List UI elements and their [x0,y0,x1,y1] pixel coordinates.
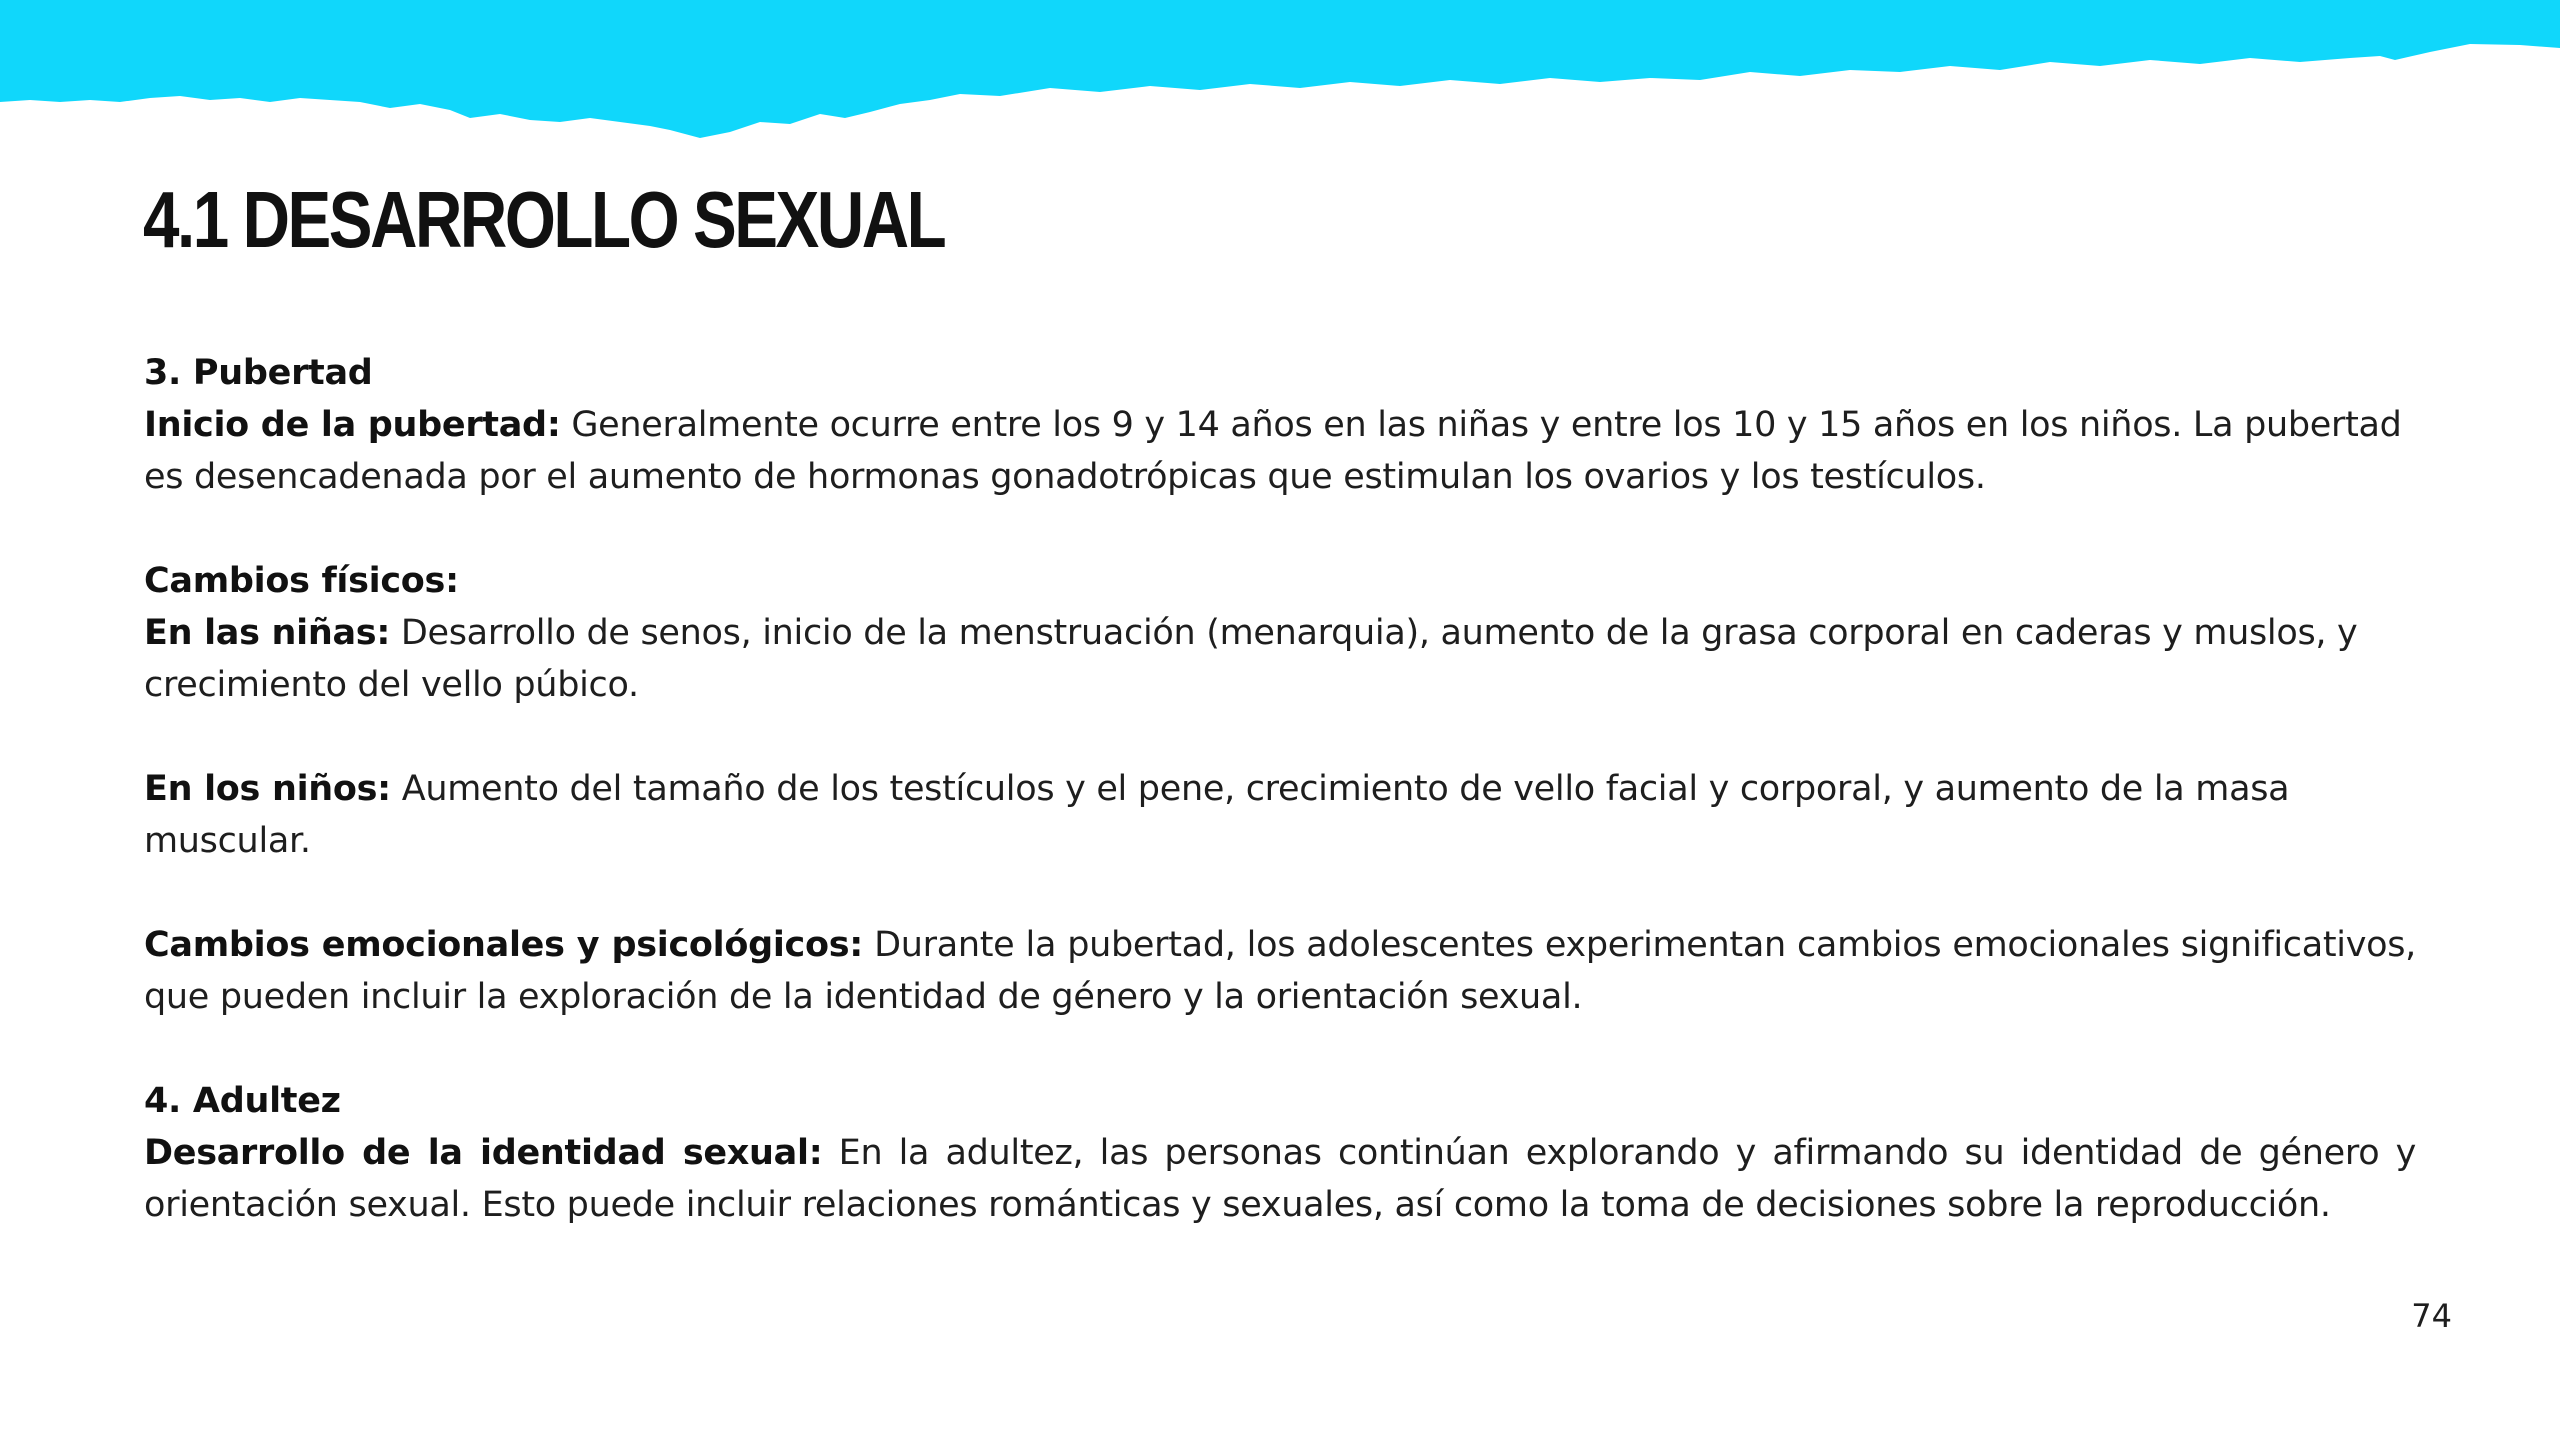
paragraph-ninos [144,763,2416,867]
inicio-text: Generalmente ocurre entre los 9 y 14 años en las niñas y entre los 10 y 15 años en los niños. La pubertad es desencadenada por el aumento de hormonas gonadotrópicas que estimulan los ovarios y los testículos. [144,405,2402,497]
ninos-label: En los niños: [144,769,391,809]
emocionales-label: Cambios emocionales y psicológicos: [144,925,863,965]
inicio-label: Inicio de la pubertad: [144,405,561,445]
subheading-cambios-fisicos: Cambios físicos: [144,561,459,601]
paragraph-identidad-sexual [144,1127,2416,1231]
torn-paper-header-band [0,0,2560,150]
spacer [144,503,2416,555]
paragraph-inicio-pubertad [144,399,2416,503]
spacer [144,1023,2416,1075]
paragraph-ninas [144,607,2416,711]
slide-title: 4.1 DESARROLLO SEXUAL [143,175,945,264]
spacer [144,711,2416,763]
emocionales-text: Durante la pubertad, los adolescentes experimentan cambios emocionales significativos, que pueden incluir la exploración de la identidad de género y la orientación sexual. [144,925,2416,1017]
ninas-label: En las niñas: [144,613,391,653]
paragraph-cambios-emocionales [144,919,2416,1023]
ninas-text: Desarrollo de senos, inicio de la menstruación (menarquia), aumento de la grasa corporal en caderas y muslos, y crecimiento del vello púbico. [144,613,2358,705]
identidad-label: Desarrollo de la identidad sexual: [144,1133,823,1173]
identidad-text: En la adultez, las personas continúan explorando y afirmando su identidad de género y orientación sexual. Esto puede incluir relaciones románticas y sexuales, así como la toma de decisiones sobre la reproducción. [144,1133,2416,1225]
spacer [144,867,2416,919]
section-heading-adultez: 4. Adultez [144,1081,341,1121]
section-heading-pubertad: 3. Pubertad [144,353,373,393]
ninos-text: Aumento del tamaño de los testículos y el pene, crecimiento de vello facial y corporal, y aumento de la masa muscular. [144,769,2290,861]
slide-body [144,347,2416,1231]
page-number: 74 [2411,1297,2452,1335]
